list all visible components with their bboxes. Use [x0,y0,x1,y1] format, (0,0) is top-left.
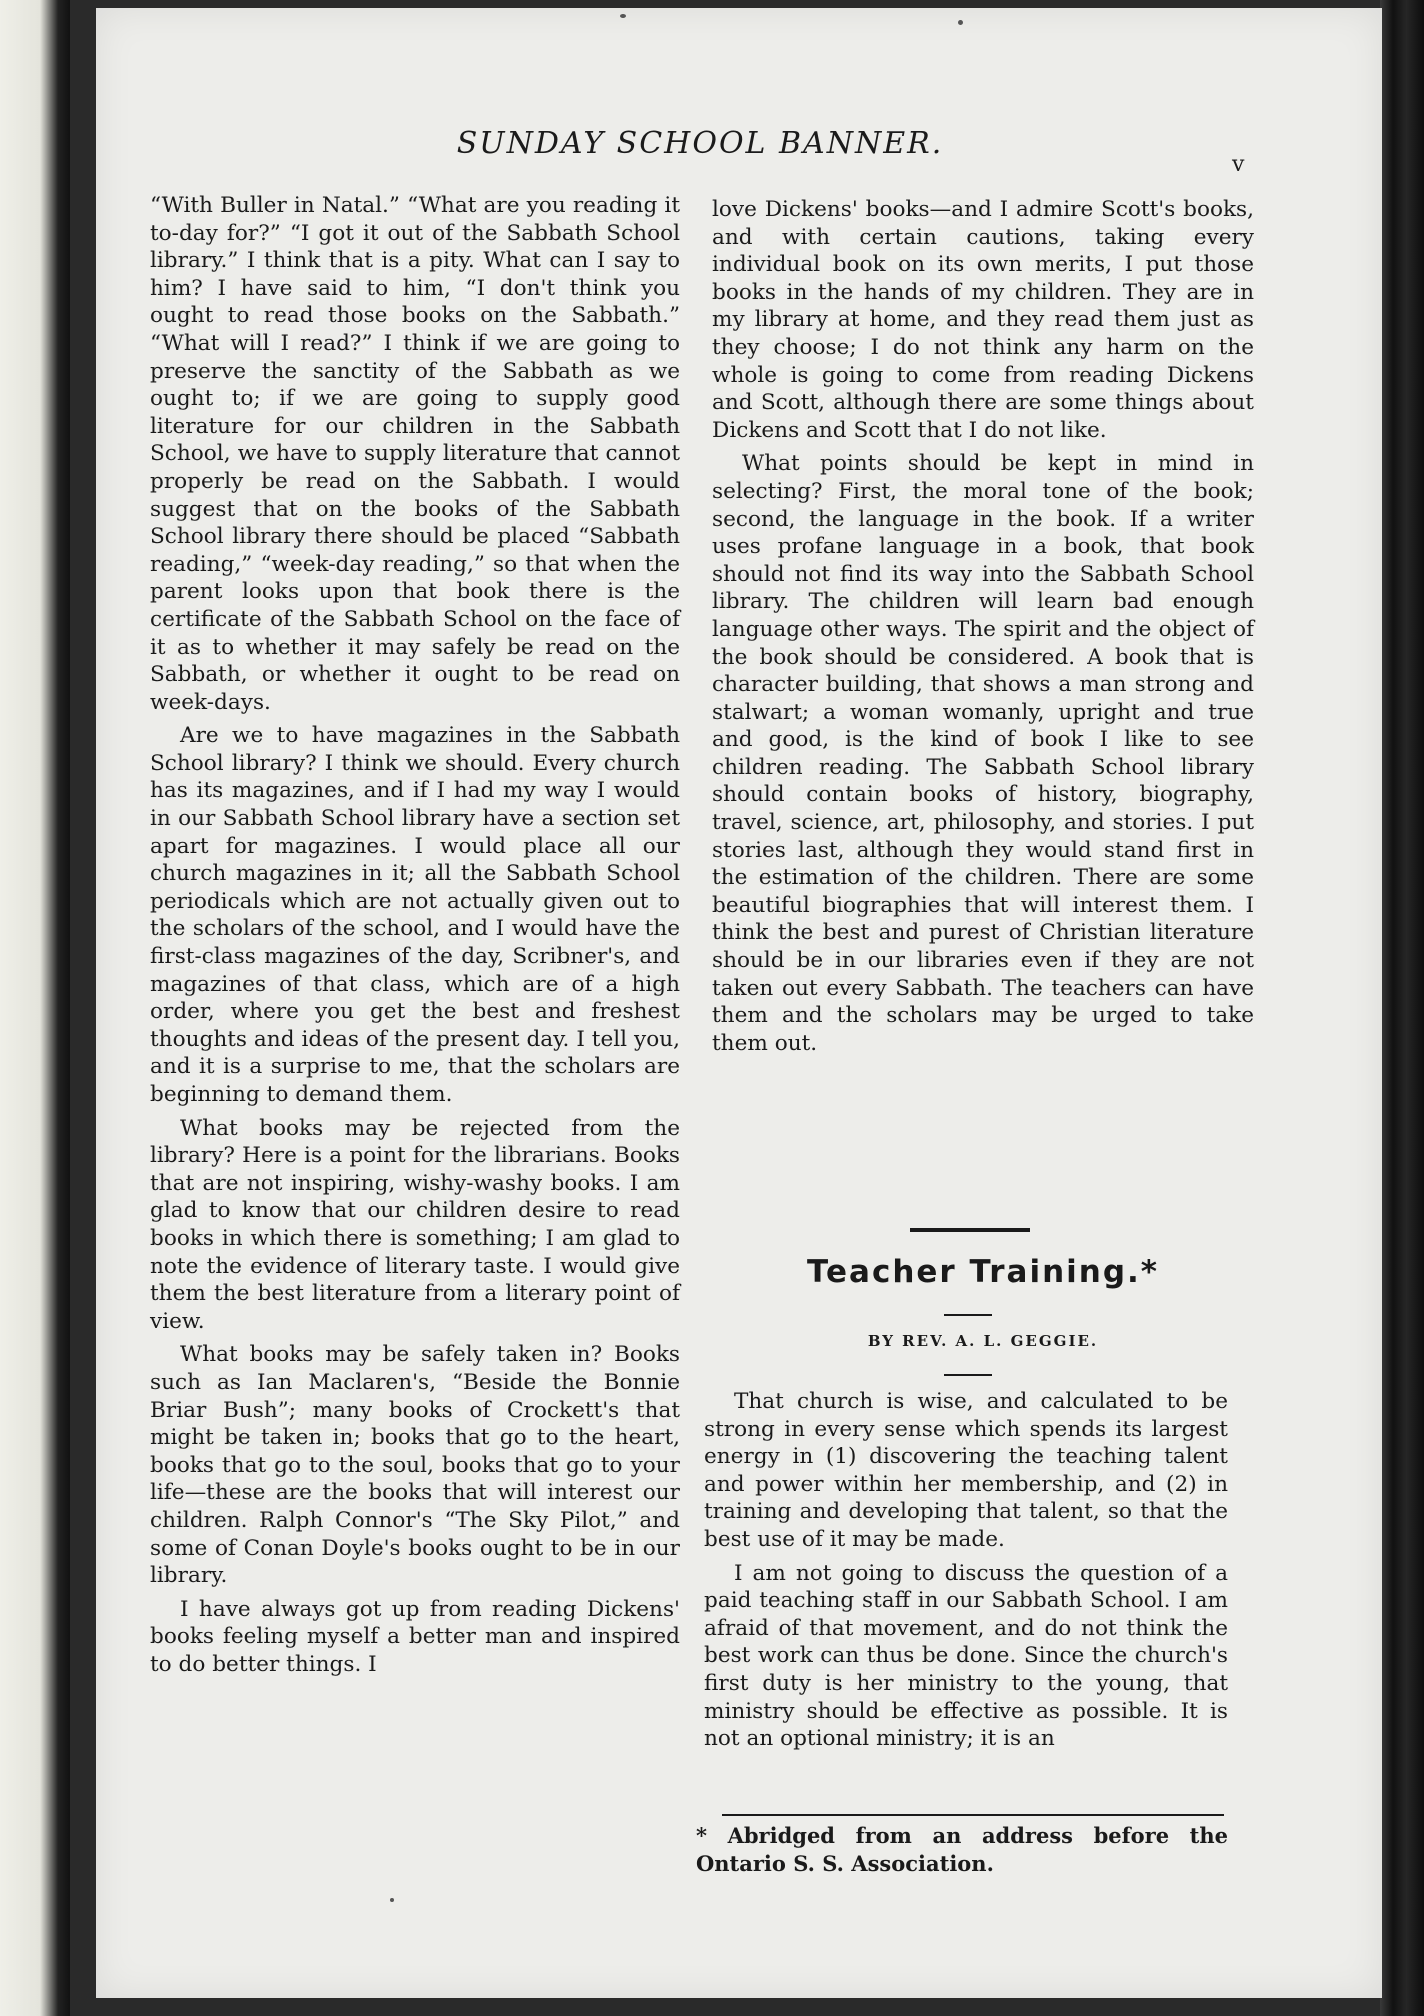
scan-speck [390,1898,394,1902]
page-number: v [1232,152,1245,177]
left-column [150,192,680,1678]
running-head: SUNDAY SCHOOL BANNER. [456,126,944,161]
scan-speck [620,14,626,18]
paragraph: What points should be kept in mind in selecting? First, the moral tone of the book; second, the language in the book. If a writer uses profane language in a book, that book should not find its way into the Sabbath School library. The children will learn bad enough language other ways. The spirit and the object of the book should be considered. A book that is character building, that shows a man strong and stalwart; a woman womanly, upright and true and good, is the kind of book I like to see children reading. The Sabbath School library should contain books of history, biography, travel, science, art, philosophy, and stories. I put stories last, although they would stand first in the estimation of the children. There are some beautiful biographies that will interest them. I think the best and purest of Christian literature should be in our libraries even if they are not taken out every Sabbath. The teachers can have them and the scholars may be urged to take them out. [712,451,1254,1056]
paragraph: That church is wise, and calculated to be strong in every sense which spends its largest energy in (1) discovering the teaching talent and power within her membership, and (2) in training and developing that talent, so that the best use of it may be made. [704,1389,1228,1552]
paragraph: Are we to have magazines in the Sabbath School library? I think we should. Every church has its magazines, and if I had my way I would in our Sabbath School library have a section set apart for magazines. I would place all our church magazines in it; all the Sabbath School periodicals which are not actually given out to the scholars of the school, and I would have the first-class magazines of the day, Scribner's, and magazines of that class, which are of a high order, where you get the best and freshest thoughts and ideas of the present day. I tell you, and it is a surprise to me, that the scholars are beginning to demand them. [150,723,680,1107]
scan-speck [958,20,963,25]
paragraph: “With Buller in Natal.” “What are you reading it to-day for?” “I got it out of the Sabbath School library.” I think that is a pity. What can I say to him? I have said to him, “I don't think you ought to read those books on the Sabbath.” “What will I read?” I think if we are going to preserve the sanctity of the Sabbath as we ought to; if we are going to supply good literature for our children in the Sabbath School, we have to supply literature that cannot properly be read on the Sabbath. I would suggest that on the books of the Sabbath School library there should be placed “Sabbath reading,” “week-day reading,” so that when the parent looks upon that book there is the certificate of the Sabbath School on the face of it as to whether it may safely be read on the Sabbath, or whether it ought to be read on week-days. [150,193,680,715]
right-column [712,196,1254,1057]
article-title: Teacher Training.* [806,1254,1160,1290]
title-rule [944,1314,992,1316]
paragraph: What books may be rejected from the library? Here is a point for the librarians. Books that are not inspiring, wishy-washy books. I am glad to know that our children desire to read books in which there is something; I am glad to note the evidence of literary taste. I would give them the best literature from a literary point of view. [150,1115,680,1334]
paragraph: I am not going to discuss the question of a paid teaching staff in our Sabbath School. I am afraid of that movement, and do not think the best work can thus be done. Since the church's first duty is her ministry to the young, that ministry should be effective as possible. It is not an optional ministry; it is an [704,1560,1228,1752]
article-body [704,1388,1228,1753]
paragraph: love Dickens' books—and I admire Scott's books, and with certain cautions, taking every individual book on its own merits, I put those books in the hands of my children. They are in my library at home, and they read them just as they choose; I do not think any harm on the whole is going to come from reading Dickens and Scott, although there are some things about Dickens and Scott that I do not like. [712,197,1254,443]
footnote: * Abridged from an address before the Ontario S. S. Association. [696,1823,1228,1876]
paragraph: What books may be safely taken in? Books such as Ian Maclaren's, “Beside the Bonnie Briar Bush”; many books of Crockett's that might be taken in; books that go to the heart, books that go to the soul, books that go to your life—these are the books that will interest our children. Ralph Connor's “The Sky Pilot,” and some of Conan Doyle's books ought to be in our library. [150,1342,680,1589]
binding-edge [1380,0,1424,2016]
paragraph: I have always got up from reading Dickens' books feeling myself a better man and inspired to do better things. I [150,1596,680,1677]
byline-rule [944,1374,992,1376]
section-divider [910,1228,1030,1232]
adjacent-page-edge [0,0,70,2016]
article-byline: BY REV. A. L. GEGGIE. [867,1332,1099,1350]
footnote-rule [722,1814,1224,1816]
